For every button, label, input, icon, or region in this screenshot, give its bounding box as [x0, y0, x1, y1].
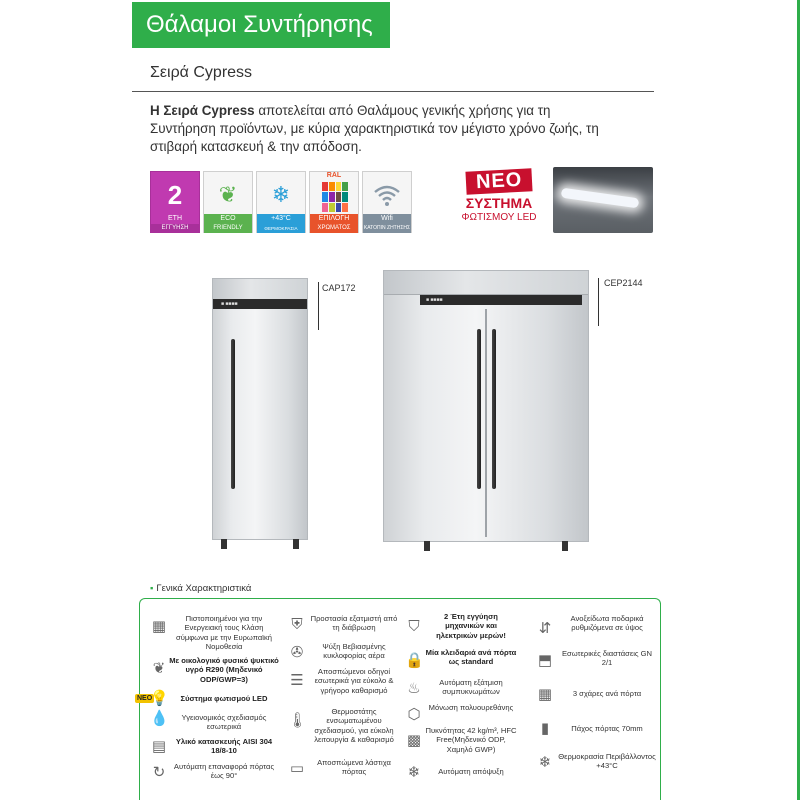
feature-item: Πιστοποιημένοι για την Ενεργειακή τους Κλάση σύμφωνα με την Ευρωπαϊκή Νομοθεσία [176, 614, 272, 652]
fan-airflow-icon: ✇ [290, 644, 304, 661]
ambient-temp-icon: ❄ [538, 754, 552, 771]
badge-sublabel: ΘΕΡΜΟΚΡΑΣΙΑ ΠΕΡΙΒΑΛΛΟΝΤΟΣ [257, 224, 305, 233]
feature-item: Θερμοστάτης ενσωματωμένου σχεδιασμού, για εύκολη λειτουργία & καθαρισμό [314, 707, 394, 745]
ral-swatch [329, 192, 335, 201]
feature-item: Αυτόματη εξάτμιση συμπυκνωμάτων [439, 678, 503, 697]
page-title: Θάλαμοι Συντήρησης [132, 2, 390, 48]
feature-item: Ψύξη Βεβιασμένης κυκλοφορίας αέρα [322, 642, 386, 661]
ral-swatch [342, 182, 348, 191]
ral-swatch [336, 203, 342, 212]
feature-item: Μία κλειδαριά ανά πόρτα ως standard [425, 648, 517, 667]
density-icon: ▩ [406, 732, 422, 749]
feature-item: 3 σχάρες ανά πόρτα [572, 689, 642, 698]
feature-item: 2 Έτη εγγύηση μηχανικών και ηλεκτρικών μερών! [436, 612, 506, 640]
ral-palette-icon [322, 182, 348, 212]
door-gasket-icon: ▭ [289, 760, 305, 777]
feature-item: Μόνωση πολυουρεθάνης [428, 703, 514, 712]
ral-swatch [329, 203, 335, 212]
rail-guides-icon: ☰ [290, 672, 304, 689]
badge-label: ECO [204, 214, 252, 224]
two-year-icon: 2 [167, 180, 183, 210]
features-heading: ▪ Γενικά Χαρακτηριστικά [150, 583, 252, 594]
feature-item: Υλικό κατασκευής AISI 304 18/8-10 [175, 737, 273, 756]
feature-item: Ανοξείδωτα ποδαρικά ρυθμιζόμενα σε ύψος [570, 614, 644, 633]
feature-item: Αυτόματη επαναφορά πόρτας έως 90° [173, 762, 275, 781]
ral-swatch [336, 182, 342, 191]
ral-swatch [322, 182, 328, 191]
feature-item: Υγειονομικός σχεδιασμός εσωτερικά [181, 713, 267, 732]
door-return-icon: ↻ [152, 764, 166, 781]
divider [132, 91, 654, 92]
new-system-subtitle: ΦΩΤΙΣΜΟΥ LED [461, 212, 537, 223]
model-label-single: CAP172 [322, 283, 356, 293]
leaf-icon: ❦ [218, 182, 238, 207]
adjustable-legs-icon: ⇵ [538, 620, 552, 637]
badge-label: Wifi [363, 214, 411, 224]
defrost-icon: ❄ [407, 764, 421, 781]
feature-item: Σύστημα φωτισμού LED [180, 694, 268, 703]
model-pointer [318, 282, 319, 330]
feature-item: Εσωτερικές διαστάσεις GN 2/1 [561, 649, 653, 668]
badge-label: +43°C [257, 214, 305, 224]
badge-label: ΕΤΗ [168, 215, 182, 222]
intro-text: αποτελείται από Θαλάμους γενικής χρήσης για τη Συντήρηση προϊόντων, με κύρια χαρακτηριστικά τον μέγιστο χρόνο ζωής, τη στιβαρή κατασκευή & την απόδοση. [150, 103, 599, 154]
hygiene-drop-icon: 💧 [150, 710, 169, 727]
grid-shelf-icon: ▦ [537, 686, 553, 703]
new-stamp: ΝΕΟ [465, 168, 532, 194]
ral-text: RAL [326, 172, 342, 179]
badge-sublabel: ΕΓΓΥΗΣΗ [151, 224, 199, 233]
model-pointer [598, 278, 599, 326]
ambient-temp-badge [256, 171, 306, 240]
new-system-title: ΣΥΣΤΗΜΑ [465, 195, 533, 211]
intro-paragraph [150, 102, 620, 156]
ral-swatch [329, 182, 335, 191]
thermostat-icon: 🌡 [288, 712, 308, 729]
warranty-shield-icon: ⛉ [408, 618, 420, 635]
snowflake-icon: ❄ [271, 182, 291, 207]
ral-swatch [342, 203, 348, 212]
model-label-double: CEP2144 [604, 278, 643, 288]
fridge-double-door: ■ ■■■■ [383, 270, 589, 542]
insulation-foam-icon: ⬡ [407, 706, 421, 723]
feature-item: Θερμοκρασία Περιβάλλοντος +43°C [558, 752, 656, 771]
feature-item: Προστασία εξατμιστή από τη διάβρωση [310, 614, 398, 633]
condensate-icon: ♨ [407, 680, 421, 697]
gn-container-icon: ⬒ [537, 652, 553, 669]
feature-item: Με οικολογικό φυσικό ψυκτικό υγρό R290 (Μηδενικό ODP/GWP=3) [169, 656, 279, 684]
feature-item: Πυκνότητας 42 kg/m³, HFC Free(Μηδενικό ODP, Χαμηλό GWP) [425, 726, 517, 754]
corrosion-shield-icon: ⛨ [291, 616, 303, 633]
ral-color-badge [309, 171, 359, 233]
new-tag: ΝΕΟ [137, 695, 153, 702]
wifi-icon [363, 174, 411, 216]
ral-swatch [322, 192, 328, 201]
new-led-system [445, 170, 553, 223]
feature-item: Πάχος πόρτας 70mm [571, 724, 643, 733]
led-light-photo [553, 167, 653, 233]
led-bulb-icon: 💡 [150, 690, 169, 707]
steel-material-icon: ▤ [151, 738, 167, 755]
series-subtitle: Σειρά Cypress [150, 64, 253, 81]
ral-swatch [342, 192, 348, 201]
feature-item: Αποσπώμενοι οδηγοί εσωτερικά για εύκολο & γρήγορο καθαρισμό [314, 667, 394, 695]
feature-item: Αυτόματη απόψυξη [438, 767, 504, 776]
eco-leaf-icon: ❦ [152, 660, 166, 677]
feature-item: Αποσπώμενα λάστιχα πόρτας [317, 758, 391, 777]
ral-swatch [322, 203, 328, 212]
intro-lead: Η Σειρά Cypress [150, 103, 255, 118]
building-icon: ▦ [151, 618, 167, 635]
door-lock-icon: 🔒 [405, 652, 424, 669]
badge-label: ΕΠΙΛΟΓΗ [310, 214, 358, 224]
fridge-single-door: ■ ■■■■ [212, 278, 308, 540]
wifi-badge [362, 171, 412, 233]
badge-sublabel: ΚΑΤΟΠΙΝ ΖΗΤΗΣΗΣ [363, 225, 411, 231]
ral-swatch [336, 192, 342, 201]
eco-badge [203, 171, 253, 233]
badge-sublabel: ΧΡΩΜΑΤΟΣ [310, 224, 358, 233]
badge-sublabel: FRIENDLY [204, 224, 252, 233]
door-thickness-icon: ▮ [540, 720, 550, 737]
warranty-badge [150, 171, 200, 233]
